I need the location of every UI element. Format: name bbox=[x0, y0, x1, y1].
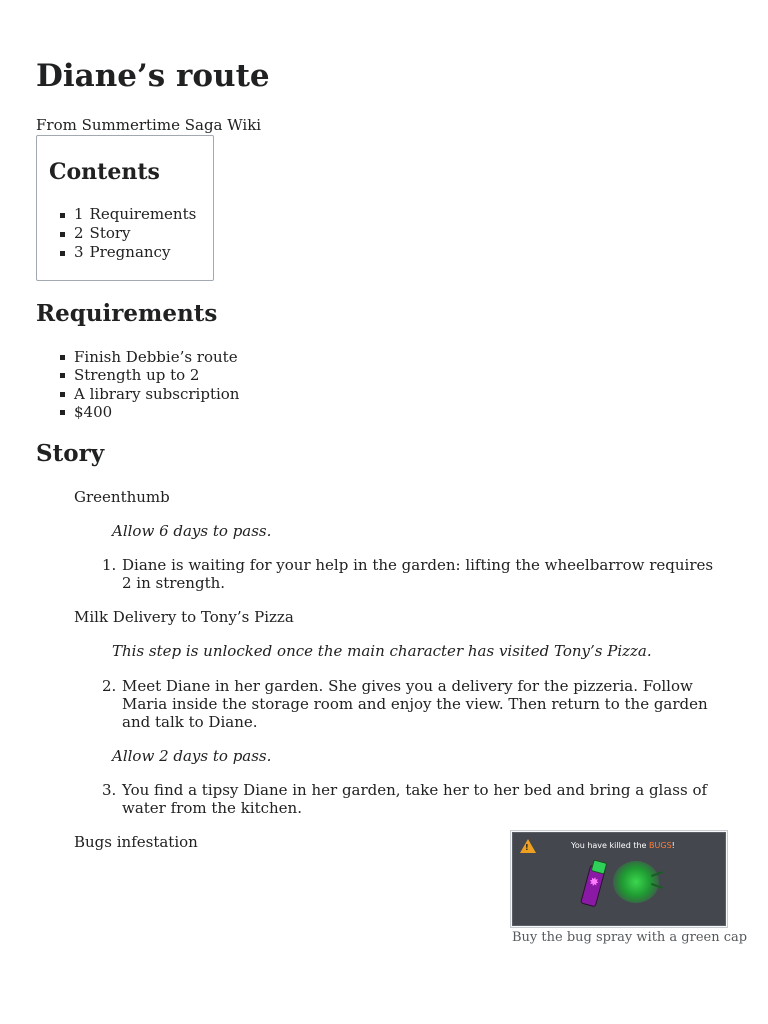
toc-item-number: 3 bbox=[74, 243, 84, 261]
quest-note: This step is unlocked once the main character has visited Tony’s Pizza. bbox=[112, 642, 652, 660]
toc-item-story[interactable] bbox=[49, 224, 196, 243]
toc-item-label[interactable]: Pregnancy bbox=[89, 243, 171, 261]
message-suffix: ! bbox=[671, 841, 675, 850]
quest-note: Allow 2 days to pass. bbox=[112, 747, 272, 765]
step-number: 2. bbox=[102, 677, 117, 695]
toc-item-requirements[interactable] bbox=[49, 205, 196, 224]
toc-item-number: 1 bbox=[74, 205, 84, 223]
quest-step-3 bbox=[102, 781, 722, 817]
requirements-list bbox=[36, 348, 239, 421]
toc-list bbox=[49, 205, 196, 262]
step-number: 3. bbox=[102, 781, 117, 799]
toc-item-label[interactable]: Requirements bbox=[89, 205, 197, 223]
list-item: $400 bbox=[36, 403, 239, 421]
step-text: Diane is waiting for your help in the garden: lifting the wheelbarrow requires 2 in strength. bbox=[122, 556, 714, 592]
toc-item-pregnancy[interactable] bbox=[49, 243, 196, 262]
quest-title-greenthumb: Greenthumb bbox=[74, 488, 170, 506]
bug-icon bbox=[613, 861, 659, 903]
site-subtitle: From Summertime Saga Wiki bbox=[36, 116, 262, 134]
list-item: Finish Debbie’s route bbox=[36, 348, 239, 366]
list-item: A library subscription bbox=[36, 385, 239, 403]
quest-title-milk-delivery: Milk Delivery to Tony’s Pizza bbox=[74, 608, 294, 626]
quest-step-1 bbox=[102, 556, 722, 592]
figure-caption: Buy the bug spray with a green cap bbox=[512, 930, 748, 945]
quest-step-2 bbox=[102, 677, 722, 731]
game-message bbox=[571, 841, 675, 850]
toc-heading: Contents bbox=[49, 159, 160, 185]
page-title: Diane’s route bbox=[36, 58, 270, 94]
figure-thumbnail[interactable] bbox=[510, 830, 728, 928]
toc-item-number: 2 bbox=[74, 224, 84, 242]
story-heading: Story bbox=[36, 440, 105, 467]
message-prefix: You have killed the bbox=[571, 841, 650, 850]
message-highlight: BUGS bbox=[649, 841, 672, 850]
step-number: 1. bbox=[102, 556, 117, 574]
game-screenshot bbox=[512, 832, 726, 926]
warning-mark: ! bbox=[525, 843, 529, 852]
list-item: Strength up to 2 bbox=[36, 366, 239, 384]
requirements-heading: Requirements bbox=[36, 300, 218, 327]
spark-icon: ✸ bbox=[587, 873, 601, 891]
step-text: Meet Diane in her garden. She gives you a delivery for the pizzeria. Follow Maria inside the storage room and enjoy the view. Then return to the garden and talk to Diane. bbox=[122, 677, 708, 731]
toc-item-label[interactable]: Story bbox=[89, 224, 131, 242]
step-text: You find a tipsy Diane in her garden, take her to her bed and bring a glass of water from the kitchen. bbox=[122, 781, 708, 817]
quest-title-bugs-infestation: Bugs infestation bbox=[74, 833, 198, 851]
quest-note: Allow 6 days to pass. bbox=[112, 522, 272, 540]
table-of-contents bbox=[36, 135, 214, 281]
